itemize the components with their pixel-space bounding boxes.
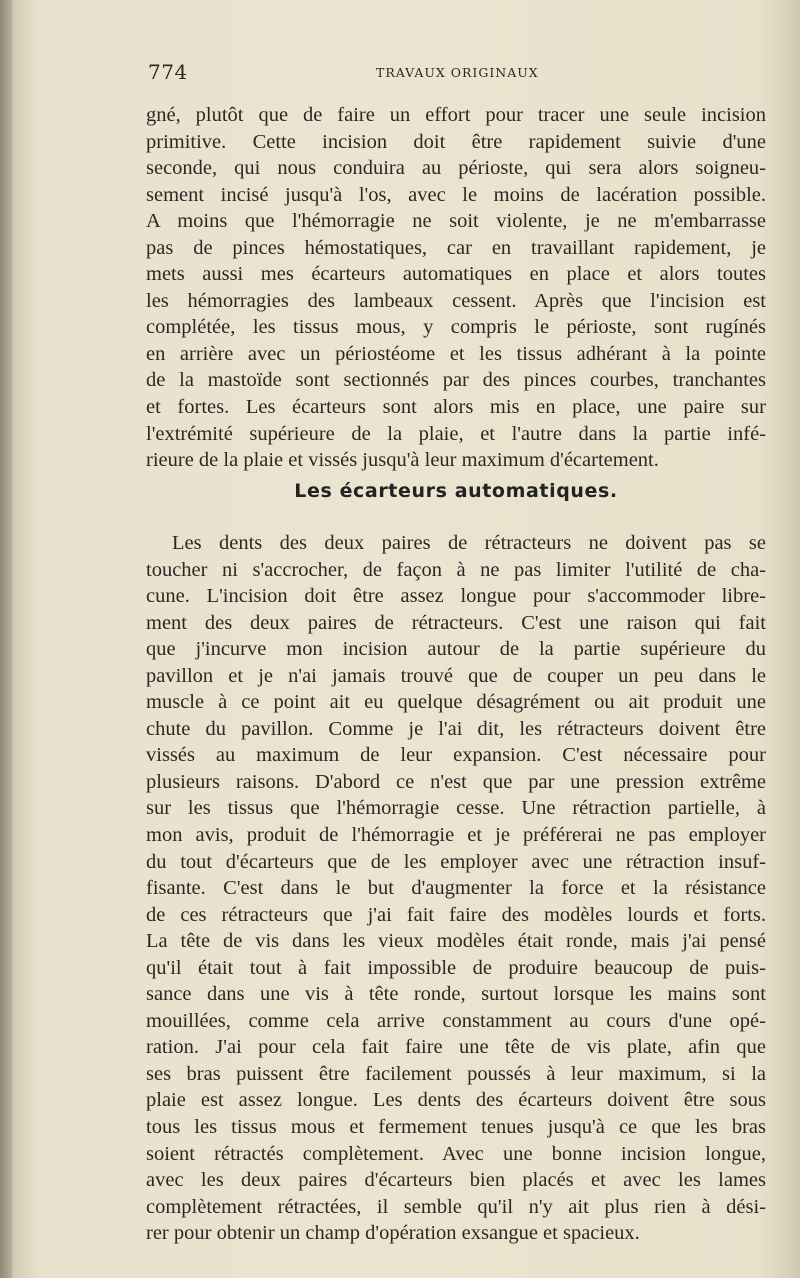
text-line: l'extrémité supérieure de la plaie, et l'autre dans la partie infé- xyxy=(146,422,766,445)
text-line: sement incisé jusqu'à l'os, avec le moins de lacération possible. xyxy=(146,183,766,206)
text-line: rieure de la plaie et vissés jusqu'à leur maximum d'écartement. xyxy=(146,449,659,472)
text-line: ses bras puissent être facilement poussés à leur maximum, si la xyxy=(146,1062,766,1085)
text-line: La tête de vis dans les vieux modèles était ronde, mais j'ai pensé xyxy=(146,930,766,953)
text-line: mouillées, comme cela arrive constamment au cours d'une opé- xyxy=(146,1009,766,1032)
text-line: vissés au maximum de leur expansion. C'est nécessaire pour xyxy=(146,744,766,767)
page-number: 774 xyxy=(148,60,188,84)
section-heading: Les écarteurs automatiques. xyxy=(294,480,618,502)
text-line: soient rétractés complètement. Avec une bonne incision longue, xyxy=(146,1142,766,1165)
text-line: les hémorragies des lambeaux cessent. Après que l'incision est xyxy=(146,289,766,312)
text-line: pavillon et je n'ai jamais trouvé que de couper un peu dans le xyxy=(146,664,766,687)
text-line: et fortes. Les écarteurs sont alors mis en place, une paire sur xyxy=(146,396,766,419)
text-line: seconde, qui nous conduira au périoste, qui sera alors soigneu- xyxy=(146,157,766,180)
text-line: de ces rétracteurs que j'ai fait faire des modèles lourds et forts. xyxy=(146,903,766,926)
text-line: sance dans une vis à tête ronde, surtout lorsque les mains sont xyxy=(146,983,766,1006)
page-header xyxy=(148,60,768,90)
text-line: muscle à ce point ait eu quelque désagrément ou ait produit une xyxy=(146,691,766,714)
text-line: plaie est assez longue. Les dents des écarteurs doivent être sous xyxy=(146,1089,766,1112)
text-line: gné, plutôt que de faire un effort pour tracer une seule incision xyxy=(146,104,766,126)
text-line: primitive. Cette incision doit être rapidement suivie d'une xyxy=(146,130,766,153)
text-line: qu'il était tout à fait impossible de produire beaucoup de puis- xyxy=(146,956,766,979)
text-line: avec les deux paires d'écarteurs bien placés et avec les lames xyxy=(146,1169,766,1192)
text-line: en arrière avec un périostéome et les tissus adhérant à la pointe xyxy=(146,342,766,365)
paragraph-2 xyxy=(146,530,766,1247)
text-line: complètement rétractées, il semble qu'il n'y ait plus rien à dési- xyxy=(146,1195,766,1218)
text-line: chute du pavillon. Comme je l'ai dit, les rétracteurs doivent être xyxy=(146,717,766,740)
text-line: toucher ni s'accrocher, de façon à ne pas limiter l'utilité de cha- xyxy=(146,558,766,581)
text-line: plusieurs raisons. D'abord ce n'est que par une pression extrême xyxy=(146,770,766,793)
text-line: cune. L'incision doit être assez longue pour s'accommoder libre- xyxy=(146,585,766,608)
text-line: du tout d'écarteurs que de les employer avec une rétraction insuf- xyxy=(146,850,766,873)
running-head: TRAVAUX ORIGINAUX xyxy=(376,65,539,80)
text-line: A moins que l'hémorragie ne soit violente, je ne m'embarrasse xyxy=(146,210,766,233)
text-line: mon avis, produit de l'hémorragie et je préférerai ne pas employer xyxy=(146,824,766,847)
text-line: mets aussi mes écarteurs automatiques en place et alors toutes xyxy=(146,263,766,286)
text-line: ration. J'ai pour cela fait faire une tête de vis plate, afin que xyxy=(146,1036,766,1059)
text-line: rer pour obtenir un champ d'opération exsangue et spacieux. xyxy=(146,1222,640,1245)
text-line: de la mastoïde sont sectionnés par des pinces courbes, tranchantes xyxy=(146,369,766,392)
paragraph-1 xyxy=(146,102,766,474)
text-line: fisante. C'est dans le but d'augmenter la force et la résistance xyxy=(146,877,766,900)
text-line: que j'incurve mon incision autour de la partie supérieure du xyxy=(146,638,766,661)
book-spine-shadow xyxy=(0,0,12,1278)
text-line: complétée, les tissus mous, y compris le périoste, sont rugínés xyxy=(146,316,766,339)
text-line: sur les tissus que l'hémorragie cesse. Une rétraction partielle, à xyxy=(146,797,766,820)
text-line: pas de pinces hémostatiques, car en travaillant rapidement, je xyxy=(146,236,766,259)
text-line: tous les tissus mous et fermement tenues jusqu'à ce que les bras xyxy=(146,1116,766,1139)
text-line: Les dents des deux paires de rétracteurs ne doivent pas se xyxy=(172,532,766,554)
text-line: ment des deux paires de rétracteurs. C'est une raison qui fait xyxy=(146,611,766,634)
